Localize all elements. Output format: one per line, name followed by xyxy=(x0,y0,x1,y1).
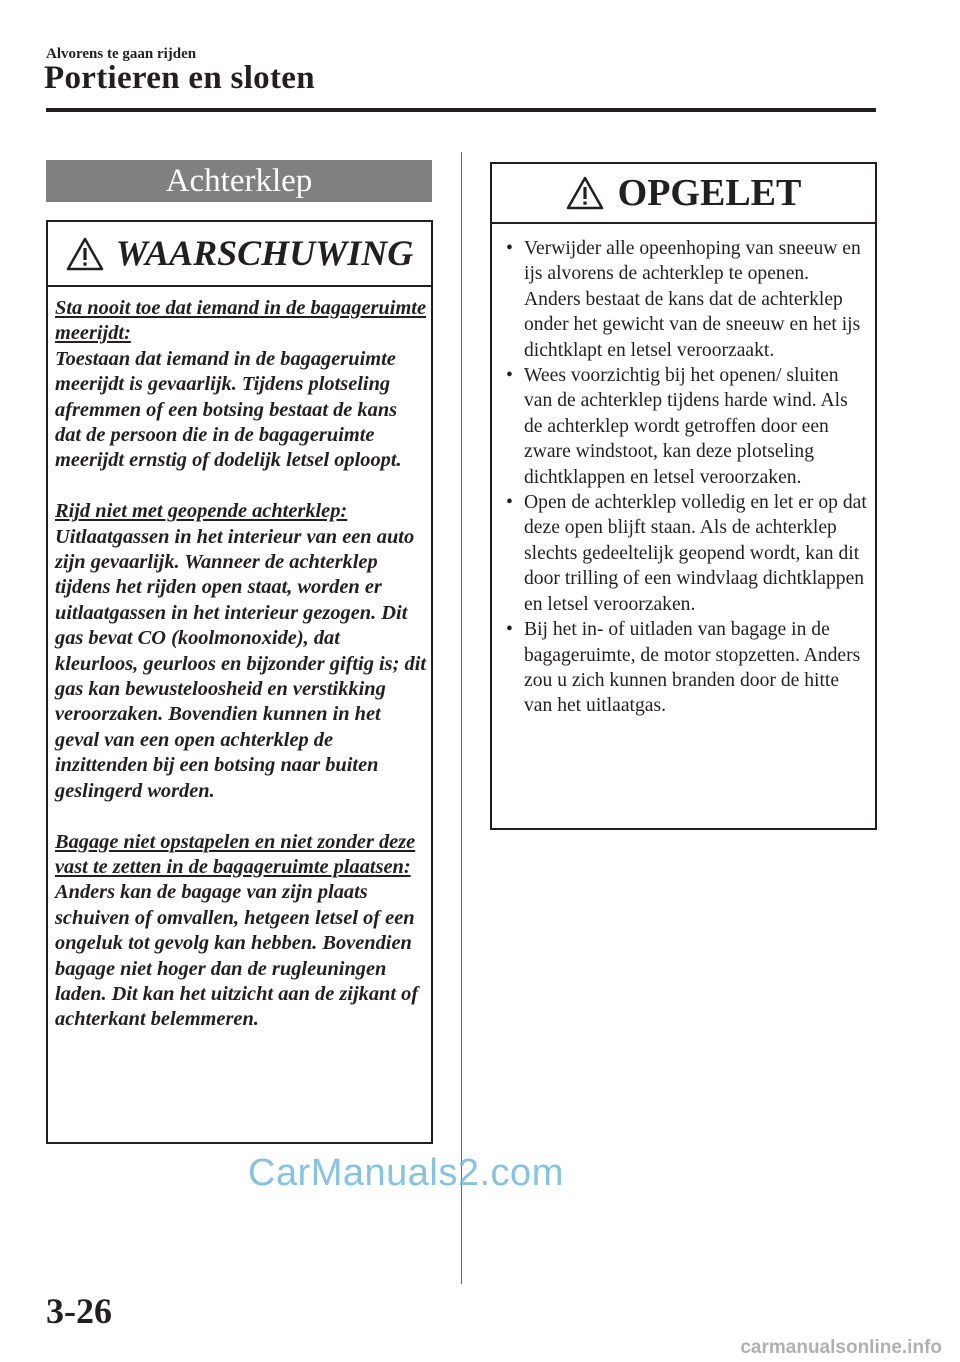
caution-item-text: Open de achterklep volledig en let er op dat deze open blijft staan. Als de achterklep slechts gedeeltelijk geopend wordt, kan dit door trilling of een windvlaag dichtklappen en letsel veroorzaken. xyxy=(524,492,867,615)
column-divider xyxy=(461,152,462,1284)
warning-text: Uitlaatgassen in het interieur van een auto zijn gevaarlijk. Wanneer de achterklep tijdens het rijden open staat, worden er uitlaatgassen in het interieur gezogen. Dit gas bevat CO (koolmonoxide), dat kleurloos, geurloos en bijzonder giftig is; dit gas kan bewusteloosheid en verstikking veroorzaken. Bovendien kunnen in het geval van een open achterklep de inzittenden bij een botsing naar buiten geslingerd worden. xyxy=(55,525,427,802)
warning-paragraph xyxy=(55,830,427,1033)
warning-heading: Bagage niet opstapelen en niet zonder deze vast te zetten in de bagageruimte plaatsen: xyxy=(55,830,416,878)
caution-body xyxy=(506,236,868,719)
bullet: • xyxy=(506,238,513,259)
warning-text: Anders kan de bagage van zijn plaats schuiven of omvallen, hetgeen letsel of een ongeluk tot gevolg kan hebben. Bovendien bagage niet hoger dan de rugleuningen laden. Dit kan het uitzicht aan de zijkant of achterkant belemmeren. xyxy=(55,881,419,1031)
caution-list xyxy=(506,236,868,719)
watermark: CarManuals2.com xyxy=(248,1152,564,1194)
bullet: • xyxy=(506,365,513,387)
caution-item-text: Wees voorzichtig bij het openen/ sluiten van de achterklep tijdens harde wind. Als de achterklep wordt getroffen door een zware windstoot, kan deze plotseling dichtklappen en letsel veroorzaken. xyxy=(524,365,848,488)
caution-item xyxy=(506,490,868,617)
warning-box xyxy=(46,220,433,1144)
caution-item xyxy=(506,236,868,363)
warning-title: WAARSCHUWING xyxy=(115,233,414,273)
warning-heading: Sta nooit toe dat iemand in de bagageruimte meerijdt: xyxy=(55,297,427,345)
caution-title: OPGELET xyxy=(617,172,802,214)
warning-body xyxy=(55,296,427,1058)
header-rule xyxy=(46,108,876,112)
bullet: • xyxy=(506,492,513,514)
warning-triangle-icon xyxy=(566,176,604,210)
warning-triangle-icon xyxy=(66,237,104,271)
page-title: Portieren en sloten xyxy=(44,60,315,96)
caution-box xyxy=(490,162,877,830)
warning-header xyxy=(48,222,431,287)
bullet: • xyxy=(506,619,513,641)
warning-heading: Rijd niet met geopende achterklep: xyxy=(55,500,348,523)
warning-paragraph xyxy=(55,499,427,804)
page-number: 3-26 xyxy=(46,1291,112,1331)
section-banner: Achterklep xyxy=(46,160,432,202)
caution-item-text: Bij het in- of uitladen van bagage in de bagageruimte, de motor stopzetten. Anders zou u zich kunnen branden door de hitte van het uitlaatgas. xyxy=(524,619,861,717)
caution-header xyxy=(492,164,875,224)
caution-item xyxy=(506,363,868,490)
warning-text: Toestaan dat iemand in de bagageruimte meerijdt is gevaarlijk. Tijdens plotseling afremmen of een botsing bestaat de kans dat de persoon die in de bagageruimte meerijdt ernstig of dodelijk letsel oploopt. xyxy=(55,347,402,472)
caution-item xyxy=(506,617,868,719)
footer-site: carmanualsonline.info xyxy=(740,1337,942,1358)
caution-item-text: Verwijder alle opeenhoping van sneeuw en ijs alvorens de achterklep te openen. Anders bestaat de kans dat de achterklep onder het gewicht van de sneeuw en het ijs dichtklapt en letsel veroorzaakt. xyxy=(524,238,861,361)
chapter-label: Alvorens te gaan rijden xyxy=(46,46,197,62)
warning-paragraph xyxy=(55,296,427,474)
